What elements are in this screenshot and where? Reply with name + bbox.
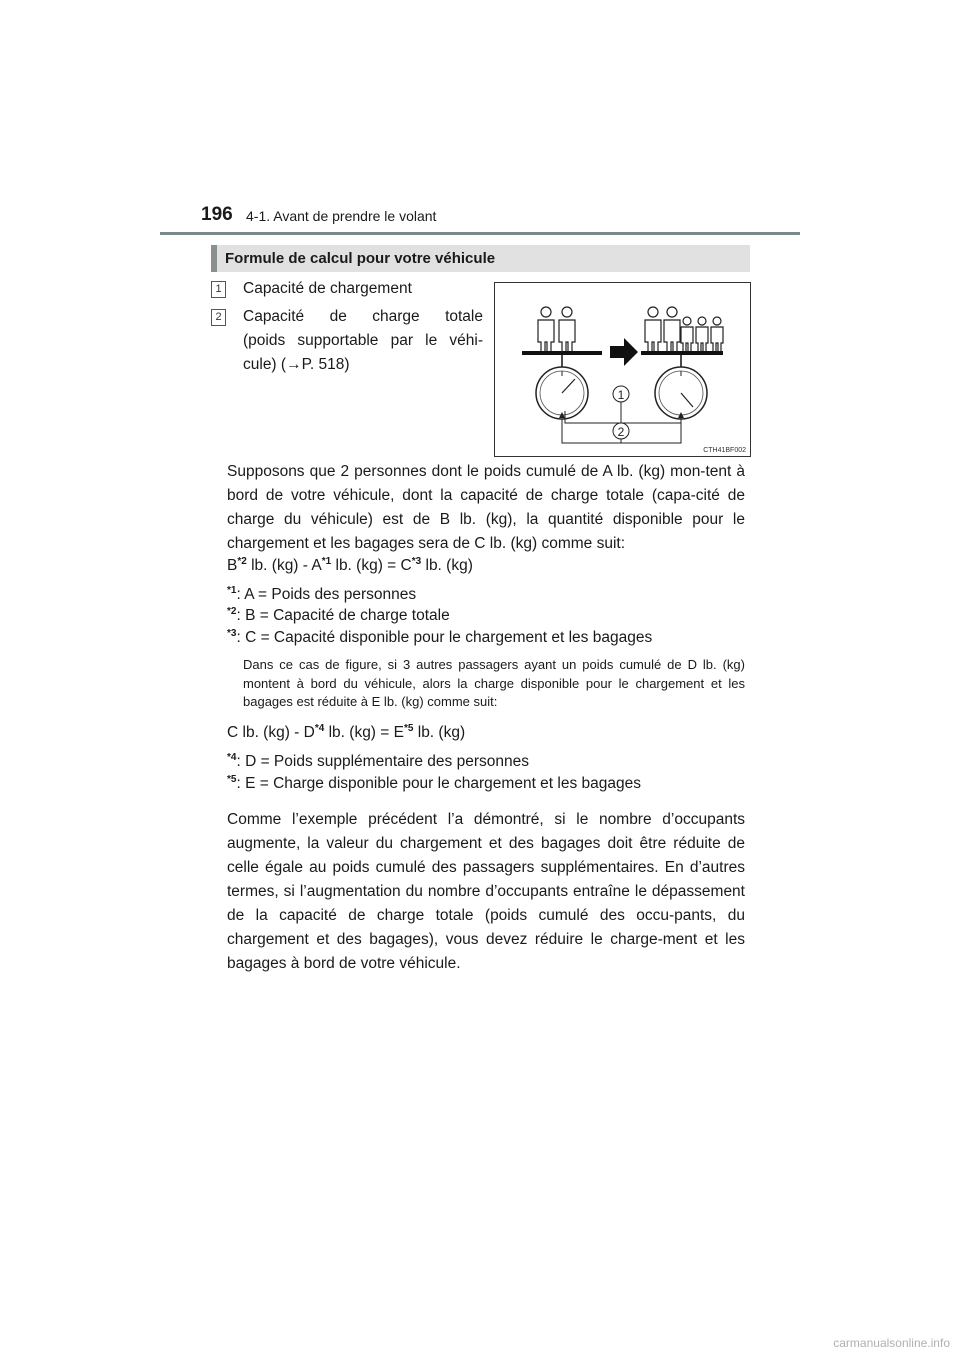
footnote-4-mark: *4 <box>227 752 237 763</box>
footnote-2 <box>227 606 450 625</box>
footnote-3 <box>227 628 652 647</box>
footnote-5-text: : E = Charge disponible pour le chargement et les bagages <box>236 775 642 793</box>
item-2-text: Capacité de charge totale (poids supportable par le véhi- cule) (→P. 518) <box>243 308 483 373</box>
formula-1-mark-1: *1 <box>321 556 332 567</box>
figure-callout-2: 2 <box>617 425 625 439</box>
formula-2 <box>227 723 465 742</box>
watermark: carmanualsonline.info <box>833 1336 950 1350</box>
formula-1-mark-2: *2 <box>237 556 247 567</box>
scale-diagram <box>495 283 750 456</box>
heading-accent-bar <box>211 245 217 272</box>
callout-number-1: 1 <box>211 281 226 298</box>
item-1-text: Capacité de chargement <box>243 280 412 297</box>
footnote-1-text: : A = Poids des personnes <box>236 586 417 604</box>
formula-1-mark-3: *3 <box>411 556 422 567</box>
figure-callout-1: 1 <box>617 388 625 402</box>
formula-2-part-b: lb. (kg) = E <box>324 724 404 742</box>
footnote-3-mark: *3 <box>227 628 237 639</box>
header-divider <box>160 232 800 235</box>
footnote-4 <box>227 752 529 771</box>
footnote-2-text: : B = Capacité de charge totale <box>236 607 450 625</box>
paragraph-conclusion: Comme l’exemple précédent l’a démontré, si le nombre d’occupants augmente, la valeur du chargement et des bagages doit être réduite de celle égale au poids cumulé des passagers supplémentaires. En d’autres termes, si l’augmentation du nombre d’occupants entraîne le dépassement de la capacité de charge totale (poids cumulé des occu-pants, du chargement et des bagages), vous devez réduire le charge-ment et les bagages à bord de votre véhicule. <box>227 811 745 972</box>
formula-1-part-2: lb. (kg) = C <box>331 557 412 575</box>
formula-1-b: B <box>227 557 238 575</box>
paragraph-example-1: Supposons que 2 personnes dont le poids cumulé de A lb. (kg) mon-tent à bord de votre véhicule, dont la capacité de charge totale (capa-cité de charge du véhicule) est de B lb. (kg), la quantité disponible pour le chargement et les bagages sera de C lb. (kg) comme suit: <box>227 463 745 552</box>
figure-code: CTH41BF002 <box>703 447 746 454</box>
formula-2-mark-4: *4 <box>314 723 325 734</box>
formula-1-part-1: lb. (kg) - A <box>246 557 322 575</box>
footnote-2-mark: *2 <box>227 606 237 617</box>
page-number: 196 <box>201 204 233 225</box>
section-heading: Formule de calcul pour votre véhicule <box>225 250 496 267</box>
section-title: 4-1. Avant de prendre le volant <box>246 208 437 224</box>
paragraph-example-2: Dans ce cas de figure, si 3 autres passagers ayant un poids cumulé de D lb. (kg) montent à bord du véhicule, alors la charge disponible pour le chargement et les bagages est réduite à E lb. (kg) comme suit: <box>243 657 745 709</box>
formula-1 <box>227 556 473 575</box>
footnote-5 <box>227 774 641 793</box>
load-capacity-illustration <box>494 282 751 457</box>
footnote-3-text: : C = Capacité disponible pour le chargement et les bagages <box>236 629 653 647</box>
formula-2-part-a: C lb. (kg) - D <box>227 724 315 742</box>
footnote-1 <box>227 585 416 604</box>
footnote-1-mark: *1 <box>227 585 237 596</box>
formula-2-mark-5: *5 <box>403 723 414 734</box>
callout-number-2: 2 <box>211 309 226 326</box>
footnote-5-mark: *5 <box>227 774 237 785</box>
formula-2-part-c: lb. (kg) <box>413 724 466 742</box>
formula-1-part-3: lb. (kg) <box>421 557 473 575</box>
footnote-4-text: : D = Poids supplémentaire des personnes <box>236 753 529 771</box>
